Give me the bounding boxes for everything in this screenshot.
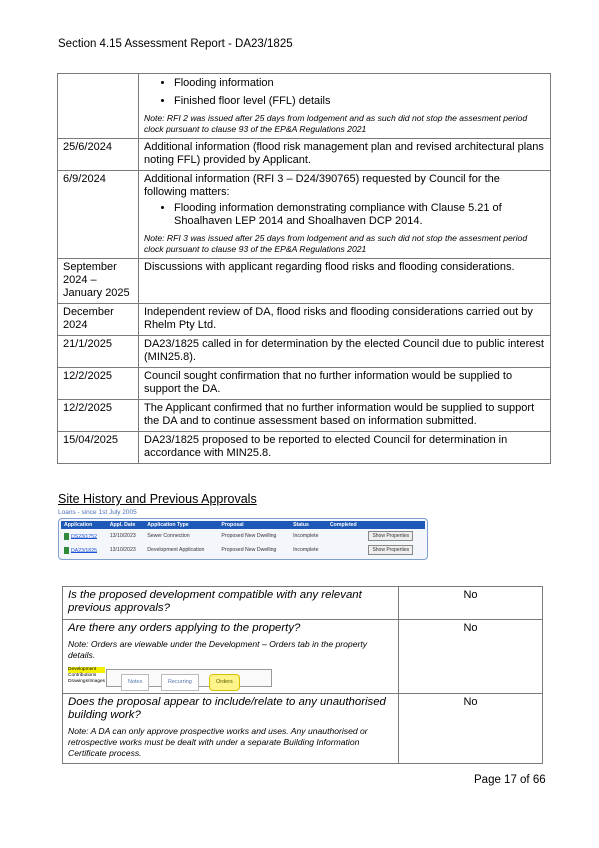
tab-bar [106, 669, 272, 687]
status-cell: Incomplete [293, 547, 319, 553]
column-header: Status [290, 521, 327, 529]
detail-cell: Council sought confirmation that no further information would be supplied to support the DA. [139, 368, 551, 400]
date-cell: September 2024 – January 2025 [58, 259, 139, 304]
date-cell: 13/10/2023 [109, 533, 136, 539]
document-icon [64, 533, 69, 540]
application-link[interactable]: DS23/1752 [71, 533, 97, 540]
applications-table [61, 521, 425, 557]
side-labels [68, 667, 105, 685]
table-header-row [61, 521, 425, 529]
side-label: Drawings/Images [68, 679, 106, 684]
questions-table [62, 586, 543, 764]
question-text: Are there any orders applying to the property? [68, 622, 301, 634]
date-cell: December 2024 [58, 304, 139, 336]
tab-recurring[interactable]: Recurring [161, 674, 199, 691]
status-cell: Incomplete [293, 533, 319, 539]
table-row [58, 171, 551, 259]
question-text: Does the proposal appear to include/relate to any unauthorised building work? [68, 696, 386, 721]
application-cell [61, 543, 107, 557]
table-row [58, 432, 551, 464]
bullet-item: • Flooding information demonstrating compliance with Clause 5.21 of Shoalhaven LEP 2014 and Shoalhaven DCP 2014. [174, 202, 545, 228]
table-row [61, 543, 425, 557]
question-text: Is the proposed development compatible with any relevant previous approvals? [68, 589, 362, 614]
section-heading: Site History and Previous Approvals [58, 492, 257, 506]
detail-cell: Additional information (flood risk management plan and revised architectural plans noting FFL) provided by Applicant. [139, 139, 551, 171]
date-cell: 13/10/2023 [109, 547, 136, 553]
applications-panel [58, 518, 428, 560]
application-link[interactable]: DA23/1825 [71, 547, 97, 554]
proposal-cell: Proposed New Dwelling [221, 547, 277, 553]
action-cell [365, 529, 425, 543]
date-cell: 21/1/2025 [58, 336, 139, 368]
answer-cell: No [399, 587, 543, 620]
date-cell: 6/9/2024 [58, 171, 139, 259]
table-row [58, 400, 551, 432]
question-cell [63, 694, 399, 764]
detail-cell: Discussions with applicant regarding flood risks and flooding considerations. [139, 259, 551, 304]
column-header: Application [61, 521, 107, 529]
detail-text: Additional information (RFI 3 – D24/390765) requested by Council for the following matters: [144, 173, 500, 198]
completed-cell [327, 543, 366, 557]
action-cell [365, 543, 425, 557]
type-cell: Development Application [147, 547, 205, 553]
tab-notes[interactable]: Notes [121, 674, 149, 691]
show-properties-button[interactable]: Show Properties [368, 531, 413, 541]
question-cell [63, 620, 399, 694]
detail-cell [139, 74, 551, 139]
application-cell [61, 529, 107, 543]
date-cell: 12/2/2025 [58, 400, 139, 432]
column-header [365, 521, 425, 529]
type-cell: Sewer Connection [147, 533, 190, 539]
page-header: Section 4.15 Assessment Report - DA23/1825 [58, 38, 293, 50]
loans-caption: Loans - since 1st July 2005 [58, 509, 137, 516]
date-cell: 25/6/2024 [58, 139, 139, 171]
column-header: Application Type [144, 521, 218, 529]
question-row [63, 694, 543, 764]
table-row [58, 259, 551, 304]
document-icon [64, 547, 69, 554]
table-row [61, 529, 425, 543]
applications-screenshot [58, 508, 428, 574]
column-header: Proposal [218, 521, 290, 529]
question-note: Note: A DA can only approve prospective works and uses. Any unauthorised or retrospective works must be dealt with under a separate Building Information Certificate process. [68, 726, 368, 758]
rfi-note: Note: RFI 2 was issued after 25 days from lodgement and as such did not stop the assesment period clock pursuant to clause 93 of the EP&A Regulations 2021 [144, 113, 528, 134]
question-note: Note: Orders are viewable under the Development – Orders tab in the property details. [68, 639, 368, 660]
table-row [58, 74, 551, 139]
table-row [58, 139, 551, 171]
proposal-cell: Proposed New Dwelling [221, 533, 277, 539]
tab-orders[interactable]: Orders [209, 674, 240, 691]
table-row [58, 336, 551, 368]
show-properties-button[interactable]: Show Properties [368, 545, 413, 555]
column-header: Appl. Date [107, 521, 145, 529]
table-row [58, 368, 551, 400]
table-row [58, 304, 551, 336]
date-cell [58, 74, 139, 139]
detail-cell: The Applicant confirmed that no further information would be supplied to support the DA and to continue assessment based on information submitted. [139, 400, 551, 432]
detail-cell [139, 171, 551, 259]
detail-cell: Independent review of DA, flood risks and flooding considerations carried out by Rhelm Pty Ltd. [139, 304, 551, 336]
detail-cell: DA23/1825 called in for determination by the elected Council due to public interest (MIN25.8). [139, 336, 551, 368]
timeline-table [57, 73, 551, 464]
detail-cell: DA23/1825 proposed to be reported to elected Council for determination in accordance with MIN25.8. [139, 432, 551, 464]
page-number: Page 17 of 66 [474, 774, 546, 786]
rfi-note: Note: RFI 3 was issued after 25 days from lodgement and as such did not stop the assesment period clock pursuant to clause 93 of the EP&A Regulations 2021 [144, 233, 528, 254]
date-cell: 15/04/2025 [58, 432, 139, 464]
bullet-item: • Finished floor level (FFL) details [174, 95, 545, 108]
answer-cell: No [399, 620, 543, 694]
question-row [63, 620, 543, 694]
side-label: Contributions [68, 673, 97, 678]
question-cell [63, 587, 399, 620]
answer-cell: No [399, 694, 543, 764]
bullet-item: • Flooding information [174, 77, 545, 90]
orders-tab-screenshot [68, 667, 278, 689]
question-row [63, 587, 543, 620]
column-header: Completed [327, 521, 366, 529]
date-cell: 12/2/2025 [58, 368, 139, 400]
side-label: Development [68, 667, 105, 673]
completed-cell [327, 529, 366, 543]
